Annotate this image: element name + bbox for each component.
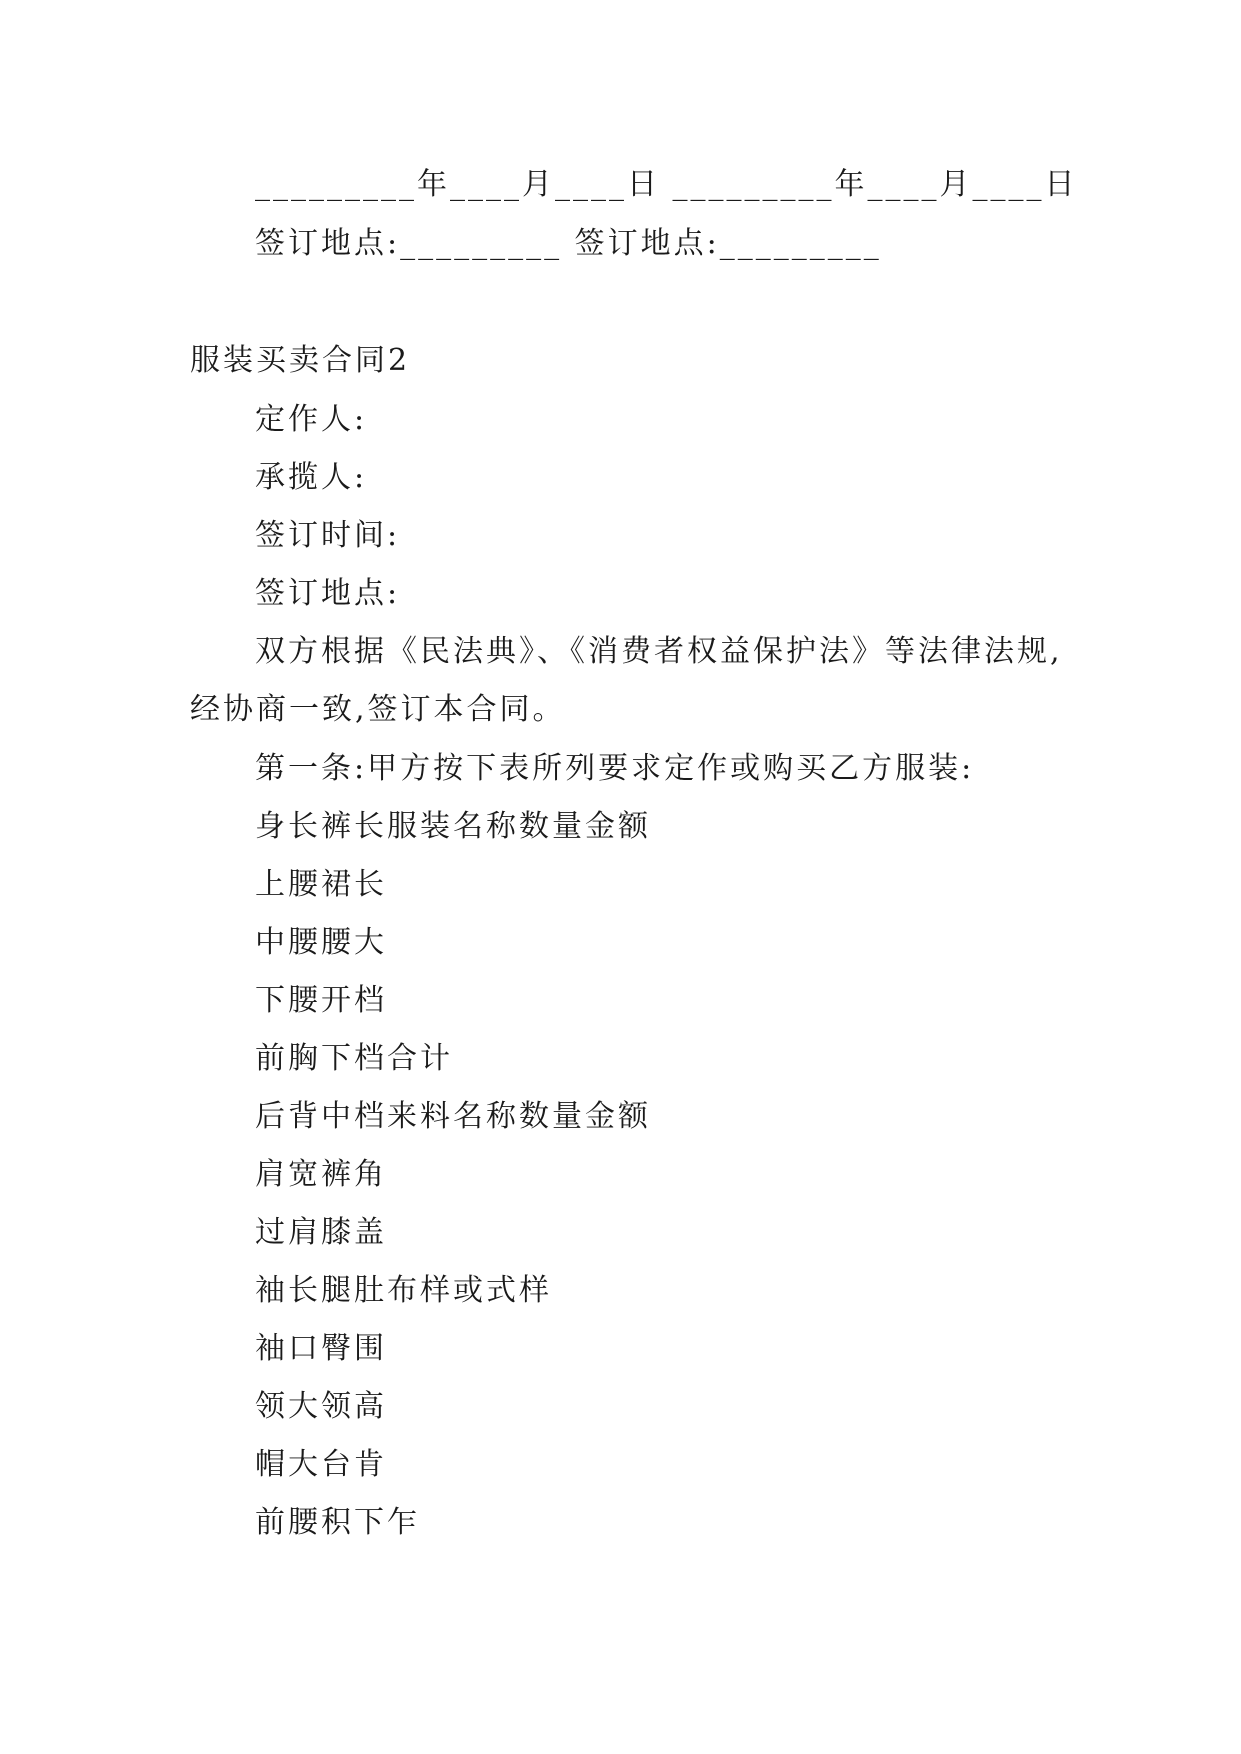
table-row: 上腰裙长 — [255, 867, 387, 902]
table-row: 下腰开档 — [255, 983, 387, 1018]
table-row: 前腰积下乍 — [255, 1505, 420, 1540]
table-row: 过肩膝盖 — [255, 1215, 387, 1250]
preamble-line-2: 经协商一致,签订本合同。 — [190, 692, 566, 727]
sign-time-field: 签订时间: — [255, 518, 401, 553]
table-row: 后背中档来料名称数量金额 — [255, 1099, 651, 1134]
signature-place-line: 签订地点:_________ 签订地点:_________ — [255, 226, 882, 261]
table-row: 领大领高 — [255, 1389, 387, 1424]
table-row: 袖长腿肚布样或式样 — [255, 1273, 552, 1308]
orderer-field: 定作人: — [255, 402, 368, 437]
table-row: 前胸下档合计 — [255, 1041, 453, 1076]
table-row: 身长裤长服装名称数量金额 — [255, 809, 651, 844]
signature-date-line: _________年____月____日 _________年____月____日 — [255, 167, 1078, 202]
table-row: 中腰腰大 — [255, 925, 387, 960]
contract-title: 服装买卖合同2 — [190, 343, 411, 378]
preamble-line-1: 双方根据《民法典》、《消费者权益保护法》等法律法规, — [255, 634, 1063, 669]
table-row: 帽大台肯 — [255, 1447, 387, 1482]
article-1: 第一条:甲方按下表所列要求定作或购买乙方服装: — [255, 751, 975, 786]
table-row: 袖口臀围 — [255, 1331, 387, 1366]
contractor-field: 承揽人: — [255, 460, 368, 495]
table-row: 肩宽裤角 — [255, 1157, 387, 1192]
sign-place-field: 签订地点: — [255, 576, 401, 611]
